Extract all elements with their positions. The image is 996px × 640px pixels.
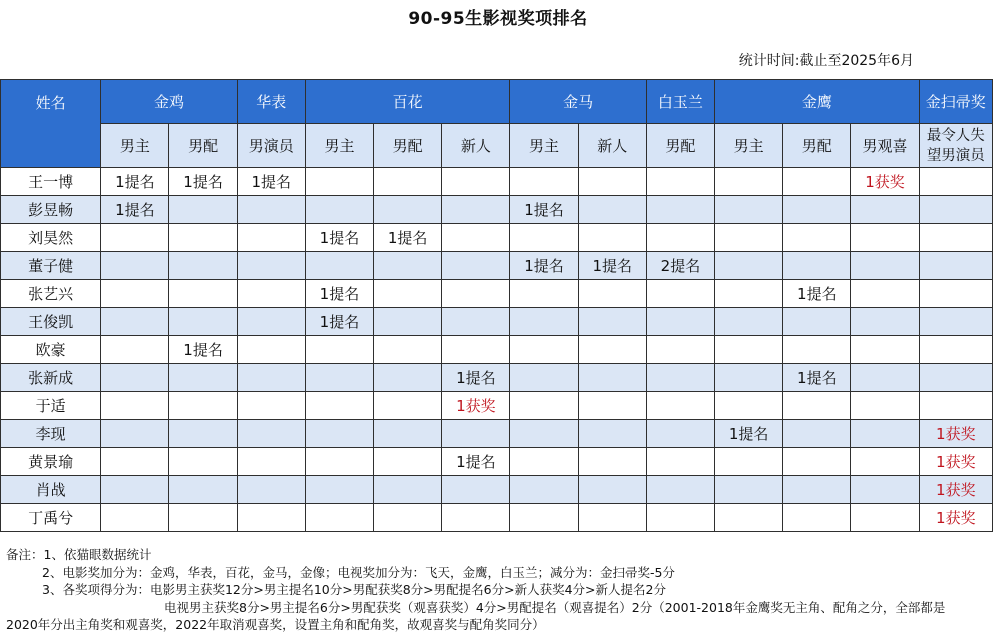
award-cell — [646, 448, 714, 476]
award-cell — [510, 392, 578, 420]
award-cell — [715, 308, 783, 336]
award-cell — [442, 168, 510, 196]
table-row — [1, 504, 993, 532]
award-cell — [237, 252, 305, 280]
table-row — [1, 476, 993, 504]
award-cell — [305, 448, 373, 476]
table-row — [1, 308, 993, 336]
award-cell — [578, 336, 646, 364]
award-cell — [305, 336, 373, 364]
award-cell — [715, 280, 783, 308]
award-cell — [442, 224, 510, 252]
row-name-cell: 于适 — [1, 392, 101, 420]
award-cell: 1提名 — [169, 336, 237, 364]
note-line: 3、各奖项得分为：电影男主获奖12分>男主提名10分>男配获奖8分>男配提名6分>新人获奖4分>新人提名2分 — [42, 582, 666, 597]
header-name: 姓名 — [1, 80, 101, 168]
award-cell — [783, 336, 851, 364]
row-name-cell: 欧豪 — [1, 336, 101, 364]
award-cell — [919, 392, 992, 420]
award-cell — [715, 336, 783, 364]
header-row-awards — [1, 80, 993, 124]
award-cell: 1提名 — [715, 420, 783, 448]
award-cell — [646, 224, 714, 252]
award-cell: 1提名 — [374, 224, 442, 252]
award-cell — [510, 448, 578, 476]
award-cell — [442, 420, 510, 448]
header-baihua: 百花 — [305, 80, 510, 124]
note-line: 电视男主获奖8分>男主提名6分>男配获奖（观喜获奖）4分>男配提名（观喜提名）2分（2001-2018年金鹰奖无主角、配角之分，全部都是 — [164, 599, 946, 615]
award-cell — [305, 364, 373, 392]
award-cell — [783, 420, 851, 448]
row-name-cell: 肖战 — [1, 476, 101, 504]
award-cell — [646, 280, 714, 308]
award-cell — [578, 392, 646, 420]
award-cell — [851, 196, 919, 224]
award-cell — [101, 476, 169, 504]
award-cell: 1提名 — [305, 280, 373, 308]
award-cell — [169, 504, 237, 532]
award-cell — [919, 224, 992, 252]
award-cell — [101, 336, 169, 364]
award-cell: 1提名 — [305, 308, 373, 336]
row-name-cell: 彭昱畅 — [1, 196, 101, 224]
award-cell — [169, 308, 237, 336]
award-cell: 1获奖 — [919, 504, 992, 532]
award-cell — [101, 252, 169, 280]
award-cell — [646, 504, 714, 532]
table-row — [1, 196, 993, 224]
header-huabiao: 华表 — [237, 80, 305, 124]
award-cell — [442, 280, 510, 308]
award-cell — [578, 168, 646, 196]
award-cell — [374, 280, 442, 308]
award-cell — [101, 392, 169, 420]
header-jinsaozhou: 金扫帚奖 — [919, 80, 992, 124]
award-cell — [237, 308, 305, 336]
award-cell — [783, 308, 851, 336]
award-cell — [510, 168, 578, 196]
row-name-cell: 张艺兴 — [1, 280, 101, 308]
award-cell — [237, 336, 305, 364]
award-cell — [237, 392, 305, 420]
award-cell — [578, 504, 646, 532]
award-cell — [578, 280, 646, 308]
award-cell — [783, 448, 851, 476]
award-cell — [715, 504, 783, 532]
award-cell — [510, 420, 578, 448]
award-cell — [305, 168, 373, 196]
award-cell — [851, 476, 919, 504]
award-cell: 1提名 — [237, 168, 305, 196]
award-cell — [442, 252, 510, 280]
award-cell — [101, 364, 169, 392]
award-cell — [851, 392, 919, 420]
award-cell — [442, 308, 510, 336]
award-cell — [374, 364, 442, 392]
cat-header: 男配 — [374, 124, 442, 168]
award-cell — [169, 420, 237, 448]
cat-header: 新人 — [578, 124, 646, 168]
award-cell — [169, 448, 237, 476]
awards-table — [0, 79, 993, 532]
award-cell — [851, 336, 919, 364]
award-cell: 1提名 — [101, 168, 169, 196]
award-cell — [442, 196, 510, 224]
award-cell — [510, 476, 578, 504]
award-cell — [510, 224, 578, 252]
award-cell — [101, 280, 169, 308]
award-cell — [305, 476, 373, 504]
award-cell — [305, 504, 373, 532]
header-jinying: 金鹰 — [715, 80, 920, 124]
cat-header: 男主 — [715, 124, 783, 168]
award-cell: 1提名 — [169, 168, 237, 196]
award-cell — [646, 476, 714, 504]
table-row — [1, 280, 993, 308]
award-cell — [783, 392, 851, 420]
award-cell — [305, 420, 373, 448]
row-name-cell: 王俊凯 — [1, 308, 101, 336]
award-cell — [783, 504, 851, 532]
table-row — [1, 336, 993, 364]
award-cell — [919, 308, 992, 336]
cat-header: 男配 — [646, 124, 714, 168]
award-cell — [851, 224, 919, 252]
row-name-cell: 丁禹兮 — [1, 504, 101, 532]
award-cell — [169, 252, 237, 280]
award-cell — [715, 224, 783, 252]
award-cell — [237, 364, 305, 392]
award-cell — [578, 224, 646, 252]
award-cell — [783, 252, 851, 280]
award-cell — [305, 196, 373, 224]
award-cell — [442, 504, 510, 532]
award-cell — [169, 280, 237, 308]
award-cell — [783, 196, 851, 224]
award-cell — [715, 476, 783, 504]
award-cell — [237, 504, 305, 532]
award-cell — [374, 504, 442, 532]
award-cell: 1提名 — [578, 252, 646, 280]
cat-header: 最令人失望男演员 — [919, 124, 992, 168]
award-cell — [510, 364, 578, 392]
table-row — [1, 224, 993, 252]
award-cell — [237, 196, 305, 224]
award-cell: 1提名 — [305, 224, 373, 252]
page-title: 90-95生影视奖项排名 — [408, 9, 588, 29]
award-cell — [578, 476, 646, 504]
header-row-categories — [1, 124, 993, 168]
award-cell — [919, 196, 992, 224]
award-cell — [374, 252, 442, 280]
award-cell: 1获奖 — [919, 448, 992, 476]
header-jinma: 金马 — [510, 80, 646, 124]
award-cell — [442, 336, 510, 364]
cat-header: 男主 — [101, 124, 169, 168]
award-cell — [646, 392, 714, 420]
award-cell — [169, 392, 237, 420]
award-cell — [237, 280, 305, 308]
cat-header: 男观喜 — [851, 124, 919, 168]
award-cell — [715, 448, 783, 476]
award-cell — [715, 364, 783, 392]
notes — [6, 546, 945, 634]
award-cell — [169, 476, 237, 504]
award-cell — [919, 336, 992, 364]
award-cell — [101, 224, 169, 252]
header-baiyulan: 白玉兰 — [646, 80, 714, 124]
award-cell — [715, 196, 783, 224]
cat-header: 男演员 — [237, 124, 305, 168]
award-cell — [101, 420, 169, 448]
award-cell — [237, 224, 305, 252]
award-cell — [919, 252, 992, 280]
award-cell — [169, 196, 237, 224]
table-row — [1, 252, 993, 280]
table-row — [1, 448, 993, 476]
cat-header: 男配 — [783, 124, 851, 168]
row-name-cell: 张新成 — [1, 364, 101, 392]
award-cell — [374, 392, 442, 420]
header-jinji: 金鸡 — [101, 80, 237, 124]
award-cell — [919, 168, 992, 196]
award-cell — [101, 504, 169, 532]
award-cell — [442, 476, 510, 504]
award-cell — [374, 196, 442, 224]
award-cell — [646, 308, 714, 336]
award-cell: 1获奖 — [919, 420, 992, 448]
award-cell — [374, 308, 442, 336]
award-cell — [851, 308, 919, 336]
award-cell — [578, 364, 646, 392]
cat-header: 男主 — [305, 124, 373, 168]
note-line: 2020年分出主角奖和观喜奖，2022年取消观喜奖，设置主角和配角奖，故观喜奖与配角奖同分） — [6, 617, 545, 632]
award-cell — [237, 420, 305, 448]
award-cell — [510, 280, 578, 308]
table-body — [1, 168, 993, 532]
award-cell: 1提名 — [101, 196, 169, 224]
row-name-cell: 李现 — [1, 420, 101, 448]
award-cell — [578, 196, 646, 224]
note-line: 备注：1、依猫眼数据统计 — [6, 547, 152, 562]
award-cell: 1提名 — [510, 252, 578, 280]
award-cell — [101, 308, 169, 336]
award-cell — [646, 420, 714, 448]
award-cell — [101, 448, 169, 476]
row-name-cell: 董子健 — [1, 252, 101, 280]
row-name-cell: 刘昊然 — [1, 224, 101, 252]
award-cell — [578, 448, 646, 476]
award-cell — [510, 308, 578, 336]
award-cell — [646, 168, 714, 196]
table-row — [1, 420, 993, 448]
award-cell — [715, 168, 783, 196]
award-cell: 1获奖 — [851, 168, 919, 196]
award-cell — [646, 336, 714, 364]
award-cell — [305, 252, 373, 280]
cat-header: 新人 — [442, 124, 510, 168]
award-cell: 1提名 — [783, 364, 851, 392]
award-cell — [374, 448, 442, 476]
award-cell — [919, 364, 992, 392]
award-cell — [237, 476, 305, 504]
award-cell: 1获奖 — [919, 476, 992, 504]
award-cell — [783, 224, 851, 252]
award-cell — [305, 392, 373, 420]
award-cell: 1提名 — [510, 196, 578, 224]
table-row — [1, 168, 993, 196]
cat-header: 男主 — [510, 124, 578, 168]
award-cell — [783, 168, 851, 196]
award-cell — [646, 196, 714, 224]
award-cell: 1提名 — [442, 364, 510, 392]
row-name-cell: 王一博 — [1, 168, 101, 196]
award-cell — [237, 448, 305, 476]
award-cell — [851, 280, 919, 308]
award-cell — [374, 336, 442, 364]
note-line: 2、电影奖加分为：金鸡，华表，百花，金马，金像；电视奖加分为：飞天，金鹰，白玉兰；减分为：金扫帚奖-5分 — [42, 564, 675, 580]
award-cell — [646, 364, 714, 392]
cat-header: 男配 — [169, 124, 237, 168]
award-cell — [169, 224, 237, 252]
award-cell — [510, 336, 578, 364]
award-cell — [169, 364, 237, 392]
award-cell — [374, 476, 442, 504]
award-cell: 1提名 — [783, 280, 851, 308]
award-cell — [374, 420, 442, 448]
award-cell: 1提名 — [442, 448, 510, 476]
row-name-cell: 黄景瑜 — [1, 448, 101, 476]
award-cell — [919, 280, 992, 308]
award-cell — [783, 476, 851, 504]
table-row — [1, 392, 993, 420]
award-cell — [851, 420, 919, 448]
award-cell: 2提名 — [646, 252, 714, 280]
award-cell — [851, 504, 919, 532]
award-cell — [578, 308, 646, 336]
table-row — [1, 364, 993, 392]
award-cell — [510, 504, 578, 532]
award-cell — [715, 392, 783, 420]
award-cell — [578, 420, 646, 448]
award-cell: 1获奖 — [442, 392, 510, 420]
award-cell — [851, 364, 919, 392]
stat-time: 统计时间:截止至2025年6月 — [738, 53, 914, 69]
award-cell — [374, 168, 442, 196]
award-cell — [851, 252, 919, 280]
award-cell — [715, 252, 783, 280]
award-cell — [851, 448, 919, 476]
